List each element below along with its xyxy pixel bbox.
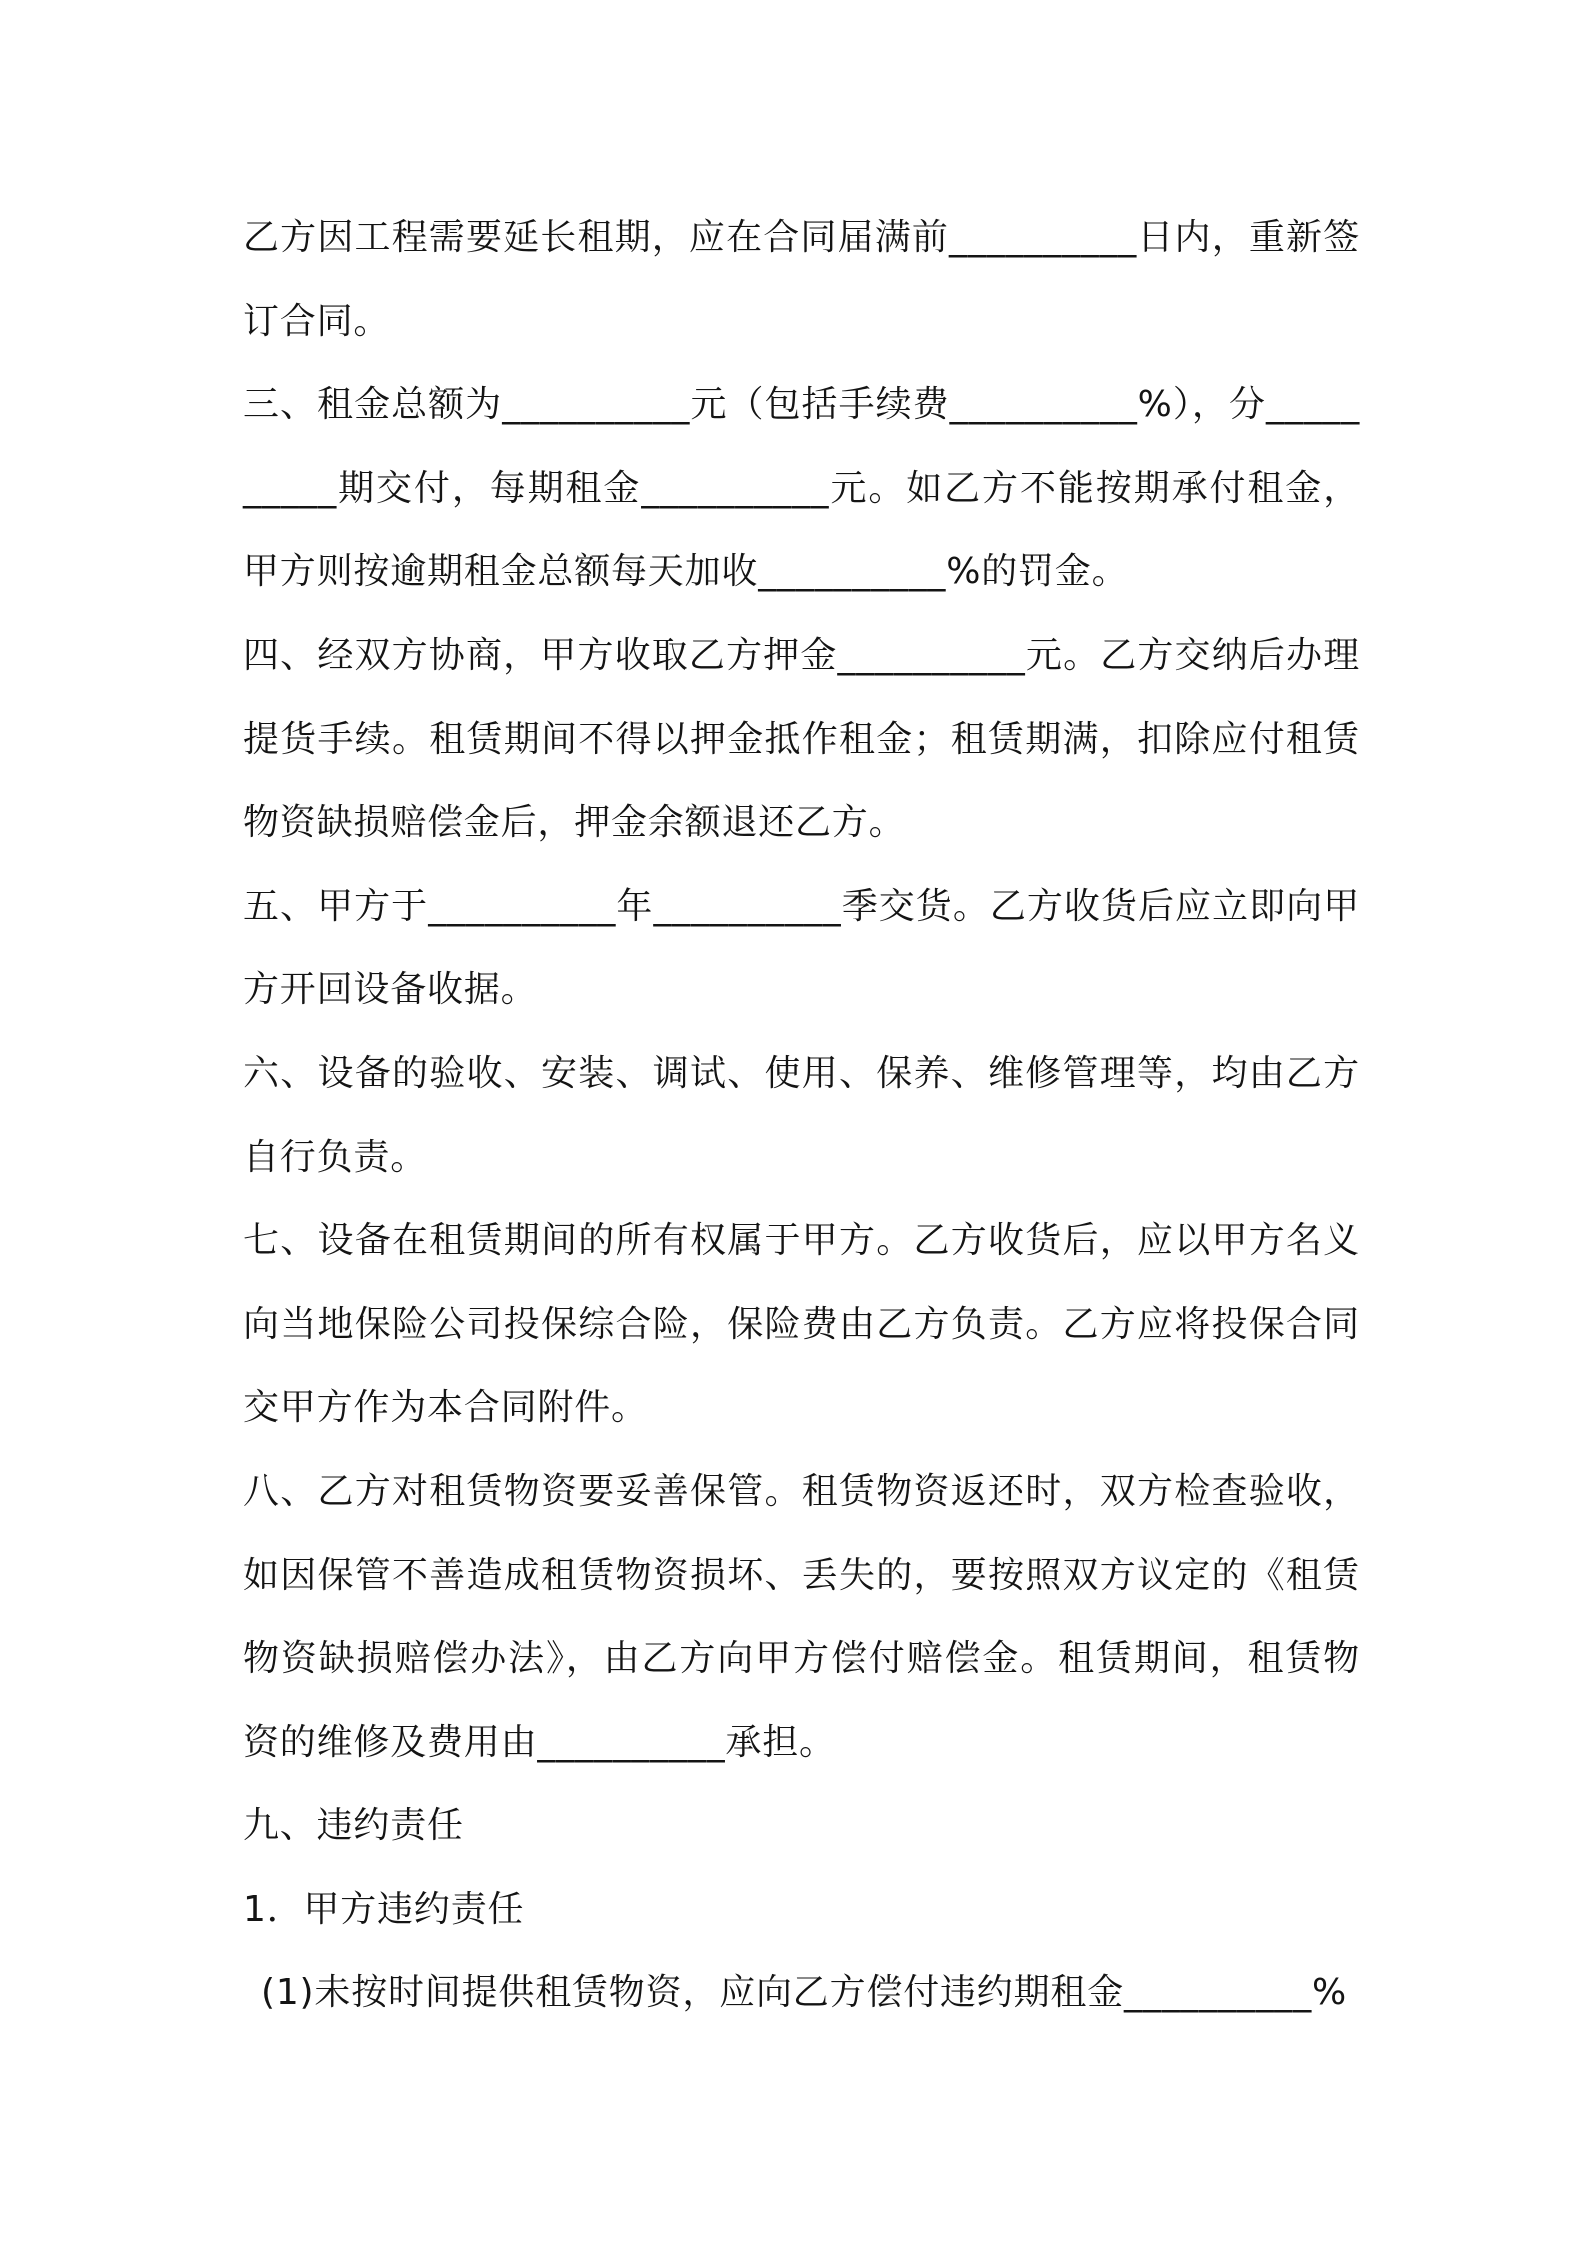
clause-extension-paragraph: 乙方因工程需要延长租期，应在合同届满前__________日内，重新签订合同。 [243, 217, 1360, 342]
clause-7-ownership-paragraph: 七、设备在租赁期间的所有权属于甲方。乙方收货后，应以甲方名义向当地保险公司投保综合险，保险费由乙方负责。乙方应将投保合同交甲方作为本合同附件。 [243, 1220, 1360, 1429]
clause-4-deposit-paragraph: 四、经双方协商，甲方收取乙方押金__________元。乙方交纳后办理提货手续。租赁期间不得以押金抵作租金；租赁期满，扣除应付租赁物资缺损赔偿金后，押金余额退还乙方。 [243, 634, 1360, 844]
clause-6-responsibility-paragraph: 六、设备的验收、安装、调试、使用、保养、维修管理等，均由乙方自行负责。 [243, 1052, 1360, 1178]
clause-9-1-item-1: (1)未按时间提供租赁物资，应向乙方偿付违约期租金__________% [261, 1972, 1348, 2014]
clause-9-1-heading: 1．甲方违约责任 [243, 1888, 525, 1930]
clause-5-delivery-paragraph: 五、甲方于__________年__________季交货。乙方收货后应立即向甲方开回设备收据。 [243, 885, 1360, 1011]
clause-8-custody-paragraph: 八、乙方对租赁物资要妥善保管。租赁物资返还时，双方检查验收，如因保管不善造成租赁物资损坏、丢失的，要按照双方议定的《租赁物资缺损赔偿办法》，由乙方向甲方偿付赔偿金。租赁期间，租赁物资的维修及费用由__________承担。 [243, 1470, 1360, 1763]
clause-9-heading: 九、违约责任 [243, 1805, 464, 1847]
contract-body [243, 196, 1360, 2035]
clause-3-rent-paragraph: 三、租金总额为__________元（包括手续费__________%），分__________期交付，每期租金__________元。如乙方不能按期承付租金，甲方则按逾期租金总额每天加收__________%的罚金。 [243, 384, 1360, 593]
